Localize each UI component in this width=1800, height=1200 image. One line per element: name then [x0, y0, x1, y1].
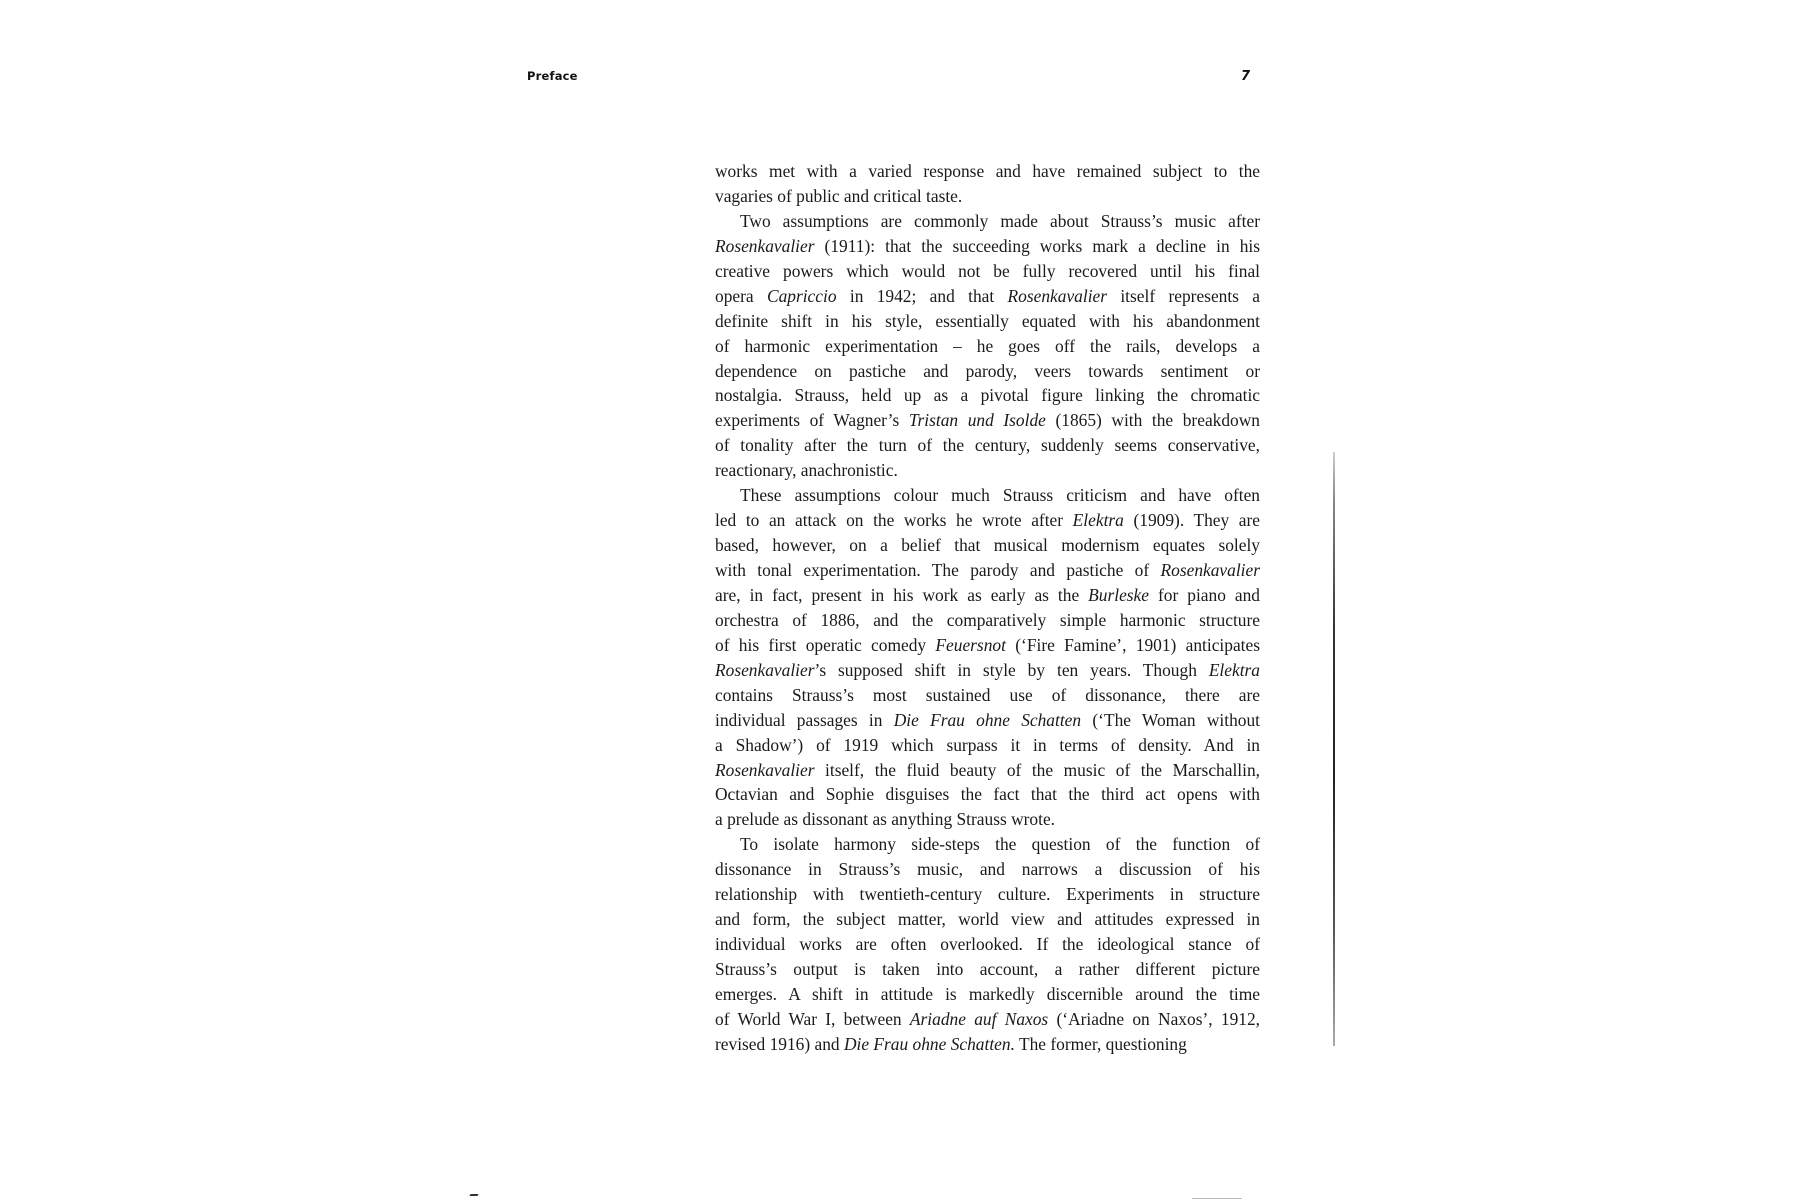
text-run: (‘The Woman without [1081, 709, 1260, 730]
scan-edge-rule [1333, 452, 1335, 1046]
text-run: itself represents a [1107, 285, 1260, 306]
page-number: 7 [1241, 69, 1251, 84]
text-run: Two assumptions are commonly made about Strauss’s music after [740, 210, 1260, 231]
text-run: (‘Ariadne on Naxos’, 1912, [1048, 1008, 1260, 1029]
text-run: dissonance in Strauss’s music, and narrows a discussion of his [715, 859, 1260, 880]
text-line [715, 433, 1260, 458]
text-line [715, 458, 1260, 483]
text-line [715, 184, 1260, 209]
text-line [715, 608, 1260, 633]
text-line [715, 957, 1260, 982]
paragraph-first-line [715, 209, 1260, 234]
text-run: based, however, on a belief that musical modernism equates solely [715, 535, 1260, 556]
text-run: of his first operatic comedy [715, 634, 936, 655]
text-line [715, 633, 1260, 658]
text-run: contains Strauss’s most sustained use of dissonance, there are [715, 684, 1260, 705]
italic-title: Burleske [1088, 584, 1149, 605]
text-run: individual works are often overlooked. If the ideological stance of [715, 934, 1260, 955]
text-run: with tonal experimentation. The parody and pastiche of [715, 560, 1161, 580]
text-line [715, 907, 1260, 932]
text-run: a prelude as dissonant as anything Strauss wrote. [715, 809, 1056, 830]
text-line [715, 583, 1260, 608]
italic-title: Capriccio [766, 285, 837, 306]
text-line [715, 508, 1260, 533]
text-run: (1909). They are [1123, 510, 1260, 531]
text-line [715, 857, 1260, 882]
scan-artifact-mark [469, 1194, 478, 1196]
text-run: (1865) with the breakdown [1045, 410, 1260, 431]
text-run: reactionary, anachronistic. [715, 460, 898, 481]
text-line [715, 758, 1260, 783]
text-run: These assumptions colour much Strauss criticism and have often [740, 485, 1260, 506]
text-run: creative powers which would not be fully recovered until his final [715, 260, 1260, 281]
text-run: opera [715, 285, 767, 306]
text-line [715, 259, 1260, 284]
text-line [715, 932, 1260, 957]
text-run: The former, questioning [1014, 1033, 1187, 1054]
text-line [715, 234, 1260, 259]
italic-title: Rosenkavalier [715, 759, 815, 780]
text-run: in 1942; and that [836, 285, 1008, 306]
text-run: revised 1916) and [715, 1033, 844, 1054]
italic-title: Rosenkavalier [1007, 285, 1108, 306]
text-line [715, 558, 1260, 583]
text-run: vagaries of public and critical taste. [715, 185, 963, 206]
italic-title: Rosenkavalier [715, 659, 815, 680]
text-line [715, 982, 1260, 1007]
italic-title: Tristan und Isolde [908, 410, 1046, 431]
text-line [715, 807, 1260, 832]
text-line [715, 359, 1260, 384]
text-run: Octavian and Sophie disguises the fact that the third act opens with [715, 784, 1260, 805]
text-run: works met with a varied response and have remained subject to the [715, 161, 1260, 181]
paragraph-first-line [715, 832, 1260, 857]
text-run: are, in fact, present in his work as early as the [715, 584, 1089, 605]
paragraph-first-line [715, 483, 1260, 508]
italic-title: Rosenkavalier [715, 235, 815, 256]
text-run: dependence on pastiche and parody, veers towards sentiment or [715, 360, 1260, 381]
text-line [715, 284, 1260, 309]
text-line [715, 1032, 1260, 1057]
text-run: for piano and [1149, 584, 1260, 605]
scan-artifact-line [1192, 1198, 1242, 1199]
text-run: and form, the subject matter, world view and attitudes expressed in [715, 909, 1260, 930]
text-run: (‘Fire Famine’, 1901) anticipates [1005, 634, 1260, 655]
italic-title: Elektra [1208, 659, 1260, 680]
italic-title: Ariadne auf Naxos [909, 1008, 1049, 1029]
running-head-title: Preface [527, 69, 578, 83]
text-line [715, 882, 1260, 907]
text-run: emerges. A shift in attitude is markedly discernible around the time [715, 983, 1260, 1004]
text-run: nostalgia. Strauss, held up as a pivotal figure linking the chromatic [715, 385, 1260, 406]
text-line [715, 782, 1260, 807]
body-text [715, 159, 1260, 1057]
text-line [715, 334, 1260, 359]
text-run: definite shift in his style, essentially equated with his abandonment [715, 310, 1260, 331]
italic-title: Die Frau ohne Schatten. [843, 1033, 1015, 1054]
text-run: orchestra of 1886, and the comparatively simple harmonic structure [715, 609, 1260, 630]
text-line [715, 708, 1260, 733]
text-run: (1911): that the succeeding works mark a decline in his [814, 235, 1260, 256]
text-line [715, 383, 1260, 408]
text-run: ’s supposed shift in style by ten years. Though [814, 659, 1209, 680]
text-run: To isolate harmony side-steps the question of the function of [740, 834, 1260, 855]
text-run: of harmonic experimentation – he goes off the rails, develops a [715, 335, 1260, 356]
text-line [715, 408, 1260, 433]
italic-title: Feuersnot [935, 634, 1006, 655]
text-line [715, 533, 1260, 558]
text-run: a Shadow’) of 1919 which surpass it in terms of density. And in [715, 734, 1260, 755]
text-run: relationship with twentieth-century culture. Experiments in structure [715, 884, 1260, 905]
italic-title: Rosenkavalier [1160, 560, 1260, 580]
text-run: itself, the fluid beauty of the music of the Marschallin, [814, 759, 1260, 780]
text-line [715, 159, 1260, 184]
italic-title: Die Frau ohne Schatten [893, 709, 1082, 730]
text-line [715, 733, 1260, 758]
text-line [715, 683, 1260, 708]
text-run: Strauss’s output is taken into account, a rather different picture [715, 959, 1260, 979]
italic-title: Elektra [1072, 510, 1124, 531]
text-run: individual passages in [715, 709, 894, 730]
text-line [715, 658, 1260, 683]
text-run: of World War I, between [715, 1008, 910, 1029]
text-line [715, 1007, 1260, 1032]
text-run: led to an attack on the works he wrote after [715, 510, 1073, 531]
text-run: of tonality after the turn of the century, suddenly seems conservative, [715, 435, 1260, 456]
text-line [715, 309, 1260, 334]
text-run: experiments of Wagner’s [715, 410, 909, 431]
